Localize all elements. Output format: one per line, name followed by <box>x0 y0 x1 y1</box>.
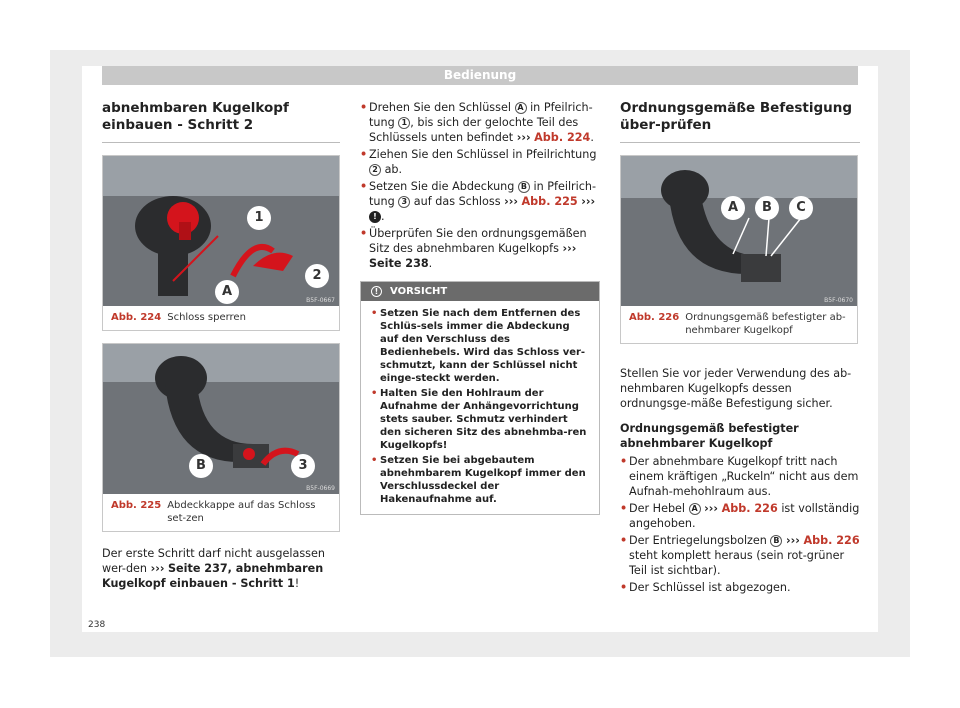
list-item <box>620 501 860 531</box>
callout-1: 1 <box>247 206 271 230</box>
item-text: Der Schlüssel ist abgezogen. <box>629 581 791 594</box>
ref-arrow: ››› <box>581 195 596 208</box>
tow-hitch-check-illustration <box>621 156 857 306</box>
figure-caption-text: Abdeckkappe auf das Schloss set-zen <box>167 500 316 524</box>
step1-note <box>102 546 340 591</box>
item-text: in Pfeilrich-tung <box>369 180 597 208</box>
fig-ref-link[interactable]: Abb. 224 <box>534 131 591 144</box>
figure-226-caption <box>621 306 857 343</box>
figure-225 <box>102 343 340 532</box>
list-item <box>360 147 600 177</box>
key-2-marker: 2 <box>369 164 381 176</box>
figure-number: Abb. 224 <box>111 312 162 323</box>
section-title-check: Ordnungsgemäße Befestigung über-prüfen <box>620 100 853 133</box>
item-text: Setzen Sie die Abdeckung <box>369 180 515 193</box>
warning-icon: ! <box>369 211 381 223</box>
figure-code: B5F-0669 <box>306 485 335 492</box>
fig-ref-link[interactable]: Abb. 225 <box>521 195 578 208</box>
callout-B: B <box>755 196 779 220</box>
list-item: • Setzen Sie nach dem Entfernen des Schlüs-sels immer die Abdeckung auf den Verschluss des Bedienhebels. Wird das Schloss ver-schmutzt, kann der Schlüssel nicht einge-steckt werden. <box>371 307 591 385</box>
title-wrap <box>102 100 340 143</box>
section-header: Bedienung <box>102 66 858 85</box>
figure-caption-text: Ordnungsgemäß befestigter ab-nehmbarer Kugelkopf <box>685 312 846 336</box>
ref-arrow: ››› <box>504 195 518 208</box>
caution-body <box>361 301 599 514</box>
callout-A: A <box>721 196 745 220</box>
item-text: Überprüfen Sie den ordnungsgemäßen Sitz des abnehmbaren Kugelkopfs <box>369 227 587 255</box>
section-title-install: abnehmbaren Kugelkopf einbauen - Schritt 2 <box>102 100 289 133</box>
note-text: Der erste Schritt darf nicht ausgelassen wer-den <box>102 547 325 575</box>
item-text: Der Hebel <box>629 502 686 515</box>
list-item <box>620 454 860 499</box>
ref-arrow: ››› <box>150 562 165 575</box>
page-ref-link[interactable]: Seite 237, abnehmbaren Kugelkopf einbauen - Schritt 1 <box>102 562 324 590</box>
item-end: . <box>590 131 594 144</box>
figure-225-image <box>103 344 339 494</box>
key-3-marker: 3 <box>398 196 410 208</box>
fig-ref-link[interactable]: Abb. 226 <box>803 534 860 547</box>
list-item <box>360 100 600 145</box>
intro-text: Stellen Sie vor jeder Verwendung des ab-nehmbaren Kugelkopfs dessen ordnungsge-mäße Befestigung sicher. <box>620 367 852 410</box>
list-item: • Halten Sie den Hohlraum der Aufnahme der Anhängevorrichtung stets sauber. Schmutz verhindert den sicheren Sitz des abnehmba-ren Kugelkopfs! <box>371 387 591 452</box>
list-item <box>620 580 860 595</box>
figure-224 <box>102 155 340 331</box>
key-A-marker: A <box>515 102 527 114</box>
callout-B: B <box>189 454 213 478</box>
figure-number: Abb. 225 <box>111 500 162 511</box>
column-left <box>102 100 340 591</box>
figure-226 <box>620 155 858 344</box>
figure-224-image <box>103 156 339 306</box>
item-text: ab. <box>384 163 403 176</box>
list-item <box>360 179 600 224</box>
check-list <box>620 454 860 595</box>
caution-list <box>371 307 591 506</box>
figure-code: B5F-0670 <box>824 297 853 304</box>
item-text: Der Entriegelungsbolzen <box>629 534 767 547</box>
page-ref-link[interactable]: Seite 238 <box>369 257 429 270</box>
item-text: in Pfeilrich-tung <box>369 101 593 129</box>
figure-225-caption <box>103 494 339 531</box>
key-1-marker: 1 <box>398 117 410 129</box>
item-text: , bis sich der gelochte Teil des Schlüssels unten befindet <box>369 116 579 144</box>
ref-arrow: ››› <box>562 242 577 255</box>
title-wrap <box>620 100 860 143</box>
page-number: 238 <box>88 620 106 630</box>
subheading: Ordnungsgemäß befestigter abnehmbarer Kugelkopf <box>620 422 799 450</box>
callout-C: C <box>789 196 813 220</box>
callout-2: 2 <box>305 264 329 288</box>
figure-224-caption <box>103 306 339 330</box>
list-item: • Setzen Sie bei abgebautem abnehmbarem Kugelkopf immer den Verschlussdeckel der Hakenaufnahme auf. <box>371 454 591 506</box>
key-B-marker: B <box>518 181 530 193</box>
caution-icon: ! <box>371 286 382 297</box>
column-middle <box>360 100 600 515</box>
item-text: Der abnehmbare Kugelkopf tritt nach einem kräftigen „Ruckeln“ nicht aus dem Aufnah-mehohlraum aus. <box>629 455 859 498</box>
figure-number: Abb. 226 <box>629 312 680 323</box>
fig-ref-link[interactable]: Abb. 226 <box>721 502 778 515</box>
callout-3: 3 <box>291 454 315 478</box>
ref-arrow: ››› <box>704 502 719 515</box>
callout-A: A <box>215 280 239 304</box>
figure-code: B5F-0667 <box>306 297 335 304</box>
item-text: auf das Schloss <box>413 195 501 208</box>
steps-list <box>360 100 600 271</box>
column-right <box>620 100 860 597</box>
key-B-marker: B <box>770 535 782 547</box>
figure-226-image <box>621 156 857 306</box>
item-text: ist vollständig angehoben. <box>629 502 860 530</box>
caution-title: VORSICHT <box>390 286 448 297</box>
item-end: . <box>428 257 433 270</box>
key-A-marker: A <box>689 503 701 515</box>
caution-box <box>360 281 600 515</box>
ref-arrow: ››› <box>786 534 800 547</box>
item-end: . <box>381 210 385 223</box>
note-end: ! <box>294 577 300 590</box>
item-text: Ziehen Sie den Schlüssel in Pfeilrichtung <box>369 148 597 161</box>
item-text: steht komplett heraus (sein rot-grüner Teil ist sichtbar). <box>629 549 845 577</box>
item-text: Drehen Sie den Schlüssel <box>369 101 511 114</box>
list-item <box>620 533 860 578</box>
caution-header <box>361 282 599 301</box>
figure-caption-text: Schloss sperren <box>167 312 246 323</box>
list-item <box>360 226 600 271</box>
ref-arrow: ››› <box>516 131 531 144</box>
